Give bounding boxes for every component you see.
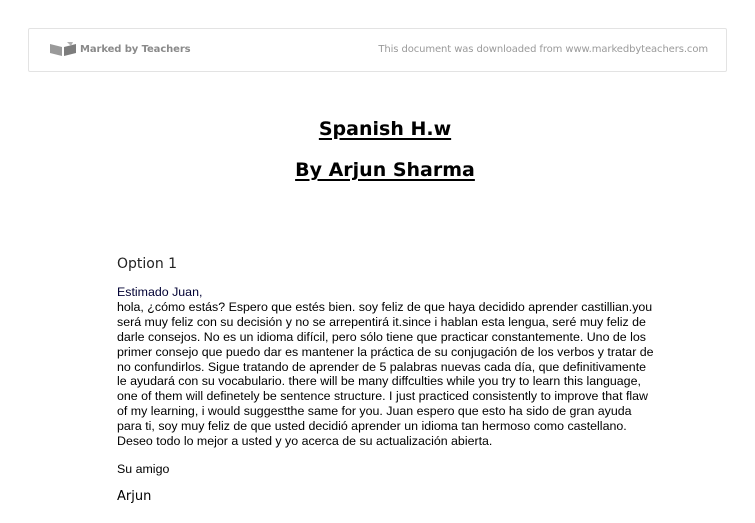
letter-closing: Su amigo — [117, 462, 170, 476]
letter-body — [117, 285, 657, 449]
letter-signature: Arjun — [117, 489, 152, 504]
document-title: Spanish H.w — [318, 118, 452, 140]
letter-paragraph: hola, ¿cómo estás? Espero que estés bien. soy feliz de que haya decidido aprender castillian.you será muy feliz con su decisión y no se arrepentirá it.since i hablan esta lengua, seré muy feliz de darle consejos. No es un idioma difícil, pero sólo tiene que practicar constantemente. Uno de los primer consejo que puedo dar es mantener la práctica de su conjugación de los verbos y tratar de no confundirlos. Sigue tratando de aprender de 5 palabras nuevas cada día, que definitivamente le ayudará con su vocabulario. there will be many diffculties while you try to learn this language, one of them will definetely be sentence structure. I just practiced consistently to improve that flaw of my learning, i would suggestthe same for you. Juan espero que esto ha sido de gran ayuda para ti, soy muy feliz de que usted decidió aprender un idioma tan hermoso como castellano. Deseo todo lo mejor a usted y yo acerca de su actualización abierta. — [117, 299, 654, 449]
download-note: This document was downloaded from www.markedbyteachers.com — [378, 44, 708, 55]
book-logo-icon — [49, 41, 77, 57]
download-banner — [28, 28, 727, 72]
site-logo[interactable] — [49, 41, 191, 57]
document-byline: By Arjun Sharma — [295, 159, 475, 181]
logo-text: Marked by Teachers — [80, 43, 191, 55]
letter-greeting: Estimado Juan, — [117, 285, 203, 299]
option-label: Option 1 — [117, 256, 178, 272]
